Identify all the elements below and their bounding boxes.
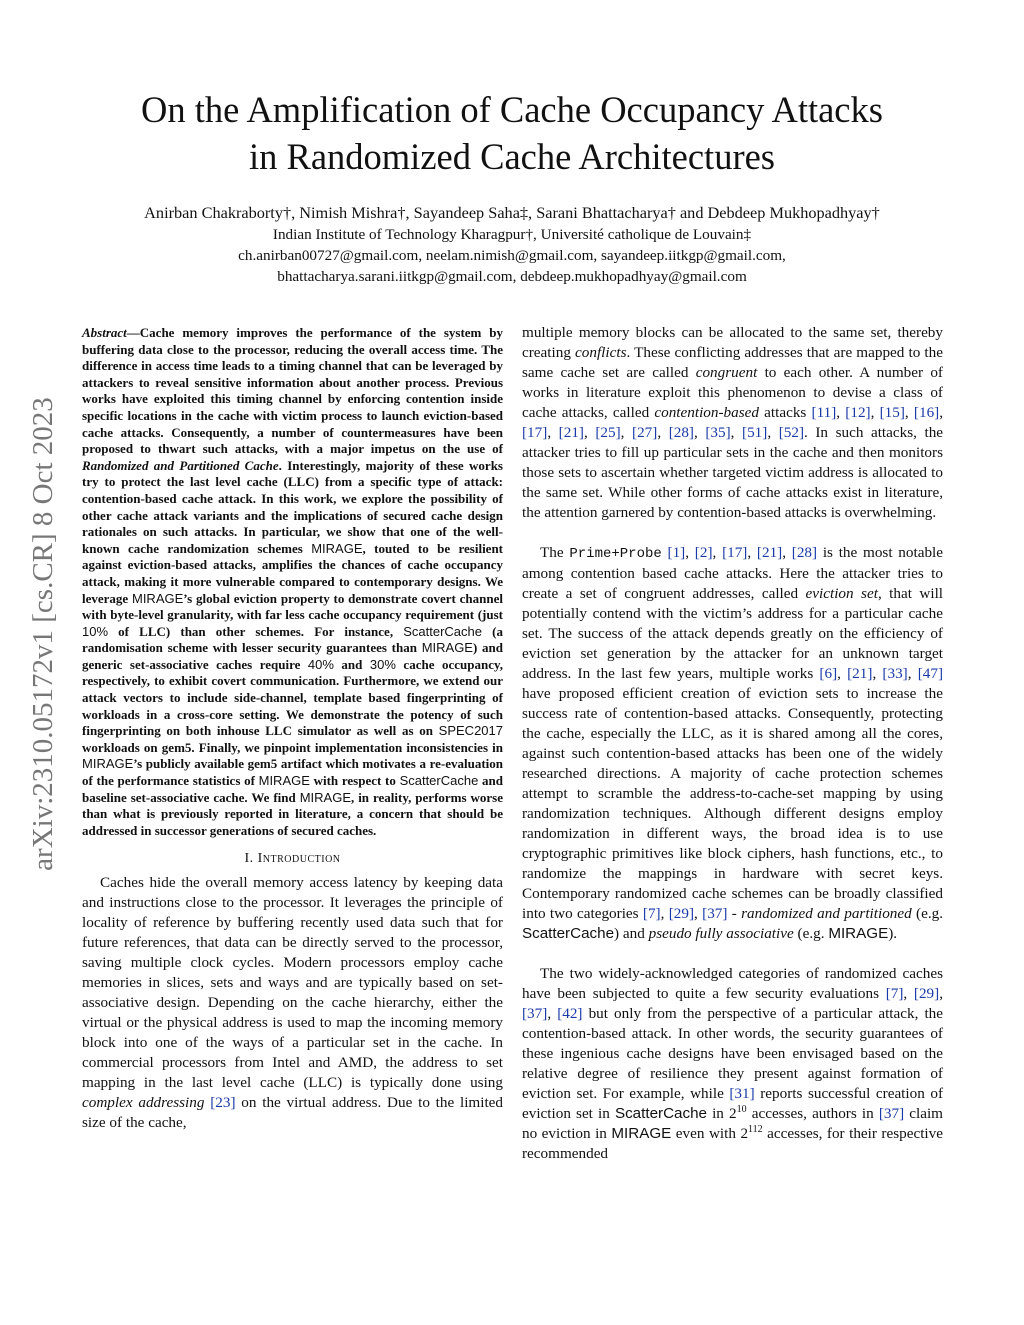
citation-link[interactable]: [31] — [729, 1085, 755, 1102]
body-paragraph-prime-probe: The Prime+Probe [1], [2], [17], [21], [28] is the most notable among contention based cache attacks. Here the attacker tries to create a set of congruent addresses, called eviction set, that will potentially contend with the victim’s address for a particular cache set. The success of the attack depends greatly on the efficiency of eviction set generation by the attacker for an unknown target address. In the last few years, multiple works [6], [21], [33], [47] have proposed efficient creation of eviction sets to increase the success rate of contention-based attacks. Consequently, protecting the cache, especially the LLC, as it is shared among all the cores, against such contention-based attacks has been one of the widely researched directions. A majority of cache protection schemes attempt to scramble the address-to-cache-set mapping by using randomization techniques. Although different designs employ randomization in different ways, the broad idea is to use cryptographic primitives like block ciphers, hash functions, etc., to randomize the mappings in hardware with secret keys. Contemporary randomized cache schemes can be broadly classified into two categories [7], [29], [37] - randomized and partitioned (e.g. ScatterCache) and pseudo fully associative (e.g. MIRAGE). — [522, 544, 944, 942]
citation-link[interactable]: [28] — [668, 424, 694, 441]
citation-link[interactable]: [17] — [522, 424, 548, 441]
emails-line-2: bhattacharya.sarani.iitkgp@gmail.com, debdeep.mukhopadhyay@gmail.com — [277, 268, 747, 285]
citation-link[interactable]: [16] — [913, 404, 940, 421]
abstract-label: Abstract — [82, 325, 127, 340]
citation-link[interactable]: [12] — [845, 404, 871, 421]
citation-link[interactable]: [7] — [885, 985, 904, 1002]
citation-link[interactable]: [52] — [778, 424, 805, 441]
right-column — [522, 323, 943, 1164]
citation-link[interactable]: [33] — [882, 665, 908, 682]
citation-link[interactable]: [1] — [667, 544, 686, 561]
citation-link[interactable]: [21] — [558, 424, 584, 441]
citation-link[interactable]: [51] — [742, 424, 768, 441]
affiliations: Indian Institute of Technology Kharagpur†, Université catholique de Louvain‡ — [272, 226, 752, 243]
code-prime-probe: Prime+Probe — [569, 546, 662, 562]
citation-link[interactable]: [21] — [847, 665, 873, 682]
body-paragraph-security-evaluations: The two widely-acknowledged categories of randomized caches have been subjected to quite a few security evaluations [7], [29], [37], [42] but only from the perspective of a particular attack, the contention-based attack. In other words, the security guarantees of these ingenious cache designs have been envisaged based on the relative degree of resilience they present against formation of eviction set. For example, while [31] reports successful creation of eviction set in ScatterCache in $2^{10}$ accesses, authors in [37] claim no eviction in MIRAGE even with $2^{112}$ accesses, for their respective recommended — [522, 965, 944, 1162]
citation-link[interactable]: [28] — [791, 544, 818, 561]
citation-link[interactable]: [37] — [702, 905, 728, 922]
citation-link[interactable]: [29] — [913, 985, 940, 1002]
citation-link[interactable]: [7] — [642, 905, 661, 922]
citation-link[interactable]: [37] — [878, 1105, 905, 1122]
arxiv-identifier: arXiv:2310.05172v1 [cs.CR] 8 Oct 2023 — [27, 397, 59, 871]
citation-link[interactable]: [25] — [595, 424, 621, 441]
citation-link[interactable]: [42] — [557, 1005, 583, 1022]
left-column — [82, 325, 503, 1133]
citation-link[interactable]: [21] — [756, 544, 783, 561]
author-emails — [60, 245, 964, 287]
intro-paragraph: Caches hide the overall memory access latency by keeping data and instructions close to the processor. It leverages the principle of locality of reference by buffering recently used data such that for future references, that data can be directly served to the processor, saving multiple clock cycles. Modern processors employ cache memories in slices, sets and ways and are typically based on set-associative design. Depending on the cache hierarchy, either the virtual or the physical address is used to map the incoming memory block into one of the ways of a particular set in the cache. In commercial processors from Intel and AMD, the address to set mapping in the last level cache (LLC) is typically done using complex addressing [23] on the virtual address. Due to the limited size of the cache, — [82, 874, 504, 1132]
author-list: Anirban Chakraborty†, Nimish Mishra†, Sayandeep Saha‡, Sarani Bhattacharya† and Debdeep Mukhopadhyay† — [144, 203, 880, 222]
citation-link[interactable]: [27] — [632, 424, 658, 441]
citation-link[interactable]: [11] — [811, 404, 837, 421]
title-line-1: On the Amplification of Cache Occupancy Attacks — [141, 89, 883, 130]
section-heading-introduction: I. Introduction — [244, 851, 341, 867]
citation-link[interactable]: [2] — [694, 544, 713, 561]
citation-link[interactable]: [35] — [705, 424, 731, 441]
title-line-2: in Randomized Cache Architectures — [248, 136, 776, 177]
citation-link[interactable]: [29] — [668, 905, 695, 922]
citation-link[interactable]: [37] — [522, 1005, 548, 1022]
abstract: Abstract—Cache memory improves the performance of the system by buffering data close to the processor, reducing the overall access time. The difference in access time leads to a timing channel that can be leveraged by attackers to reveal sensitive information about another process. Previous works have exploited this timing channel by enforcing contention inside specific locations in the cache with victim process to launch eviction-based cache attacks. Consequently, a number of countermeasures have been proposed to thwart such attacks, with a major impetus on the use of Randomized and Partitioned Cache. Interestingly, majority of these works try to protect the last level cache (LLC) from a specific type of attack: contention-based cache attack. In this work, we explore the possibility of other cache attack variants and the implications of secured cache design rationales on such attacks. In particular, we show that one of the well-known cache randomization schemes MIRAGE, touted to be resilient against eviction-based attacks, amplifies the chances of cache occupancy attack, making it more vulnerable compared to contemporary designs. We leverage MIRAGE’s global eviction property to demonstrate covert channel with byte-level granularity, with far less cache occupancy requirement (just 10% of LLC) than other schemes. For instance, ScatterCache (a randomisation scheme with lesser security guarantees than MIRAGE) and generic set-associative caches require 40% and 30% cache occupancy, respectively, to exhibit covert communication. Furthermore, we extend our attack vectors to include side-channel, template based fingerprinting of workloads in a cross-core setting. We demonstrate the potency of such fingerprinting on both inhouse LLC simulator as well as on SPEC2017 workloads on gem5. Finally, we pinpoint implementation inconsistencies in MIRAGE’s publicly available gem5 artifact which motivates a re-evaluation of the performance statistics of MIRAGE with respect to ScatterCache and baseline set-associative cache. We find MIRAGE, in reality, performs worse than what is previously reported in literature, a concern that should be addressed in successor generations of secured caches. — [82, 325, 504, 838]
paper-title — [60, 86, 964, 180]
citation-link[interactable]: [17] — [722, 544, 748, 561]
citation-link[interactable]: [47] — [917, 665, 944, 682]
citation-link[interactable]: [23] — [210, 1094, 236, 1112]
emails-line-1: ch.anirban00727@gmail.com, neelam.nimish@gmail.com, sayandeep.iitkgp@gmail.com, — [238, 247, 786, 264]
body-paragraph-contention: multiple memory blocks can be allocated to the same set, thereby creating conflicts. These conflicting addresses that are mapped to the same cache set are called congruent to each other. A number of works in literature exploit this phenomenon to devise a class of cache attacks, called contention-based attacks [11], [12], [15], [16], [17], [21], [25], [27], [28], [35], [51], [52]. In such attacks, the attacker tries to fill up particular sets in the cache and then monitors those sets to ascertain whether targeted victim address is allocated to the same set. While other forms of cache attacks exist in literature, the attention garnered by contention-based attacks is overwhelming. — [522, 324, 944, 521]
citation-link[interactable]: [6] — [819, 665, 838, 682]
citation-link[interactable]: [15] — [879, 404, 905, 421]
